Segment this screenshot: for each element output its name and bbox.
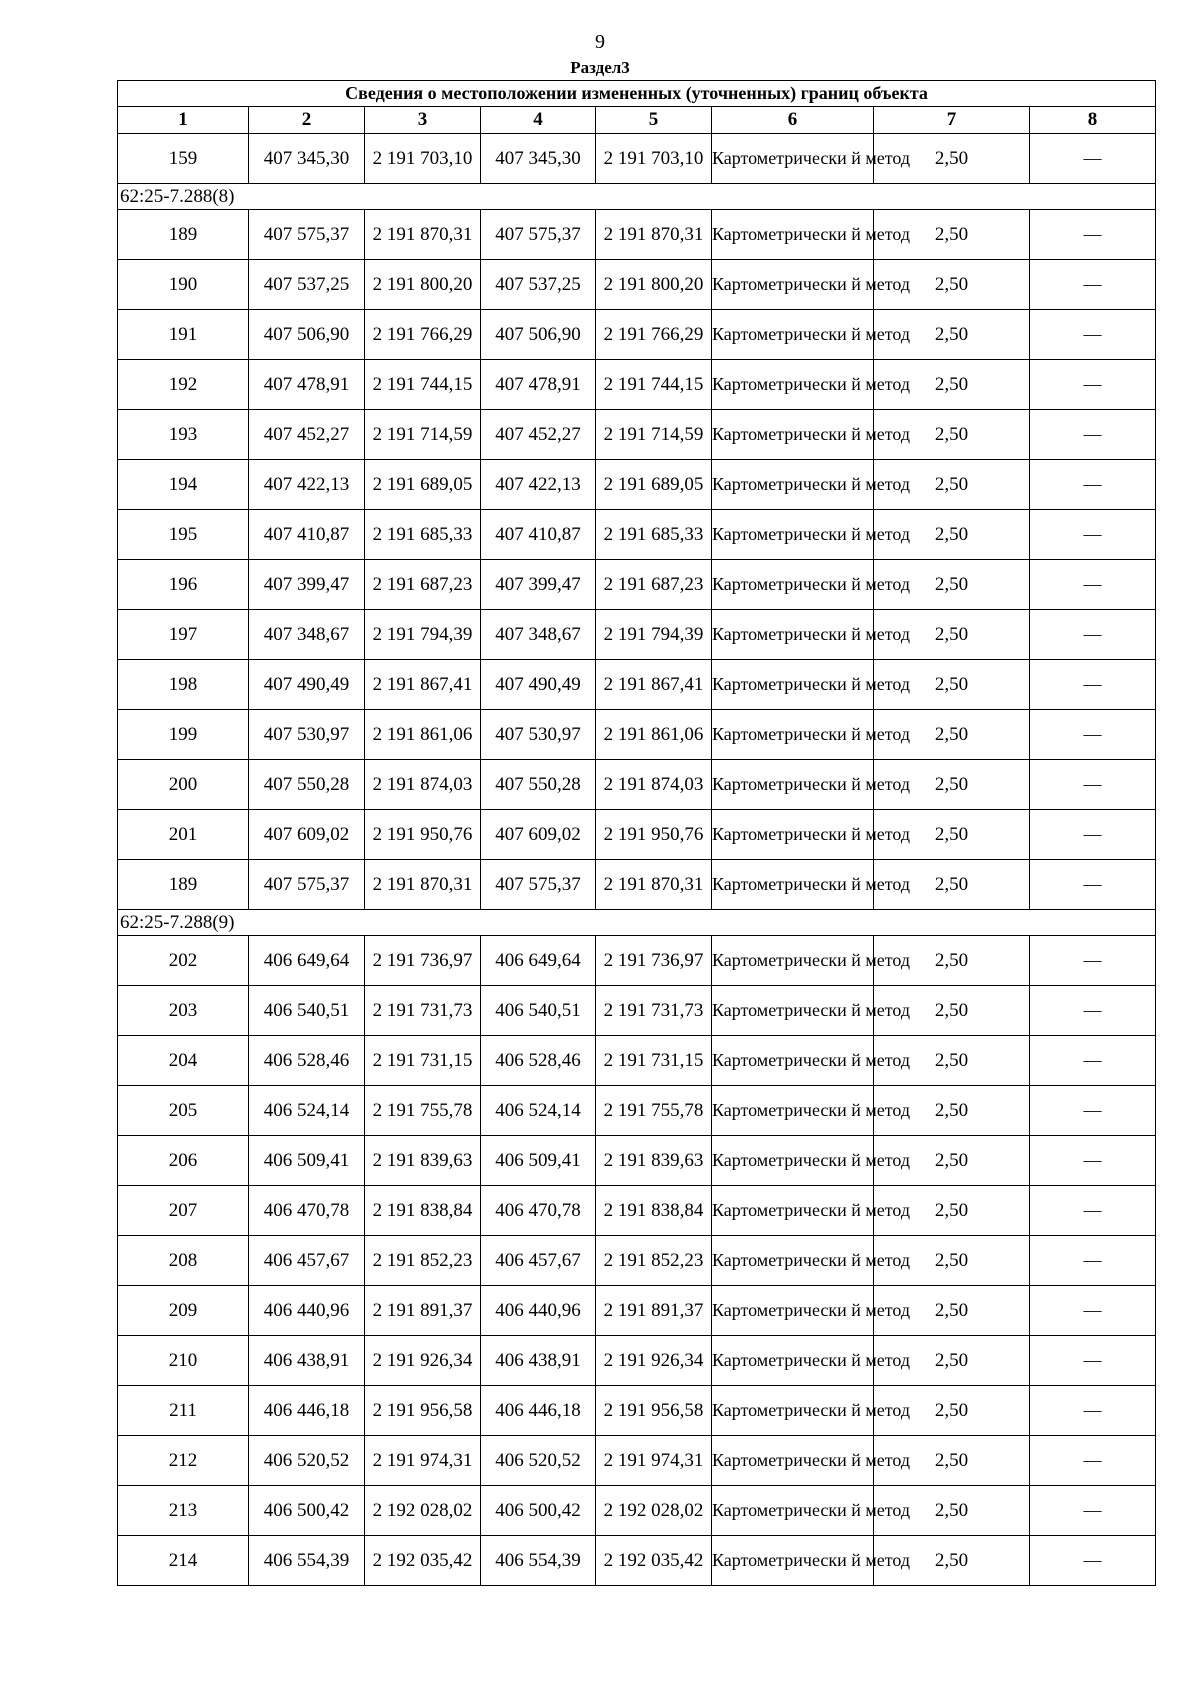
table-row [118,936,1156,986]
accuracy-cell: 2,50 [874,460,1030,510]
existing-y-cell: 2 191 891,37 [365,1286,481,1336]
column-number: 5 [596,107,712,134]
existing-y-cell: 2 191 744,15 [365,360,481,410]
accuracy-cell: 2,50 [874,210,1030,260]
point-number-cell: 214 [118,1536,249,1586]
refined-x-cell: 407 530,97 [481,710,596,760]
description-cell: — [1030,210,1156,260]
method-cell: Картометрически й метод [712,710,874,760]
refined-y-cell: 2 191 766,29 [596,310,712,360]
point-number-cell: 204 [118,1036,249,1086]
point-number-cell: 200 [118,760,249,810]
accuracy-cell: 2,50 [874,1386,1030,1436]
table-row [118,1286,1156,1336]
existing-y-cell: 2 191 685,33 [365,510,481,560]
accuracy-cell: 2,50 [874,1336,1030,1386]
description-cell: — [1030,1186,1156,1236]
point-number-cell: 213 [118,1486,249,1536]
point-number-cell: 198 [118,660,249,710]
table-row [118,260,1156,310]
existing-y-cell: 2 191 714,59 [365,410,481,460]
description-cell: — [1030,936,1156,986]
refined-x-cell: 406 524,14 [481,1086,596,1136]
column-number: 2 [249,107,365,134]
contour-group-row [118,910,1156,936]
accuracy-cell: 2,50 [874,360,1030,410]
refined-y-cell: 2 191 703,10 [596,134,712,184]
point-number-cell: 206 [118,1136,249,1186]
refined-x-cell: 406 649,64 [481,936,596,986]
point-number-cell: 193 [118,410,249,460]
existing-x-cell: 407 575,37 [249,860,365,910]
page-number: 9 [595,31,605,53]
refined-y-cell: 2 191 731,15 [596,1036,712,1086]
description-cell: — [1030,610,1156,660]
point-number-cell: 212 [118,1436,249,1486]
boundary-coordinates-table [117,80,1156,1586]
description-cell: — [1030,1286,1156,1336]
refined-x-cell: 407 452,27 [481,410,596,460]
existing-x-cell: 407 530,97 [249,710,365,760]
description-cell: — [1030,1086,1156,1136]
existing-x-cell: 407 490,49 [249,660,365,710]
method-cell: Картометрически й метод [712,1336,874,1386]
method-cell: Картометрически й метод [712,660,874,710]
refined-y-cell: 2 191 714,59 [596,410,712,460]
table-row [118,610,1156,660]
method-cell: Картометрически й метод [712,1436,874,1486]
point-number-cell: 189 [118,210,249,260]
method-cell: Картометрически й метод [712,1486,874,1536]
refined-y-cell: 2 191 891,37 [596,1286,712,1336]
existing-x-cell: 407 550,28 [249,760,365,810]
refined-y-cell: 2 191 870,31 [596,210,712,260]
existing-x-cell: 407 609,02 [249,810,365,860]
table-row [118,1086,1156,1136]
refined-y-cell: 2 191 685,33 [596,510,712,560]
accuracy-cell: 2,50 [874,1536,1030,1586]
existing-y-cell: 2 191 839,63 [365,1136,481,1186]
description-cell: — [1030,660,1156,710]
existing-x-cell: 407 348,67 [249,610,365,660]
method-cell: Картометрически й метод [712,810,874,860]
refined-x-cell: 406 500,42 [481,1486,596,1536]
point-number-cell: 191 [118,310,249,360]
refined-x-cell: 407 422,13 [481,460,596,510]
table-row [118,134,1156,184]
point-number-cell: 210 [118,1336,249,1386]
existing-x-cell: 407 575,37 [249,210,365,260]
method-cell: Картометрически й метод [712,986,874,1036]
description-cell: — [1030,760,1156,810]
existing-x-cell: 406 438,91 [249,1336,365,1386]
existing-x-cell: 407 478,91 [249,360,365,410]
table-row [118,860,1156,910]
method-cell: Картометрически й метод [712,1036,874,1086]
point-number-cell: 211 [118,1386,249,1436]
existing-x-cell: 406 440,96 [249,1286,365,1336]
existing-x-cell: 406 540,51 [249,986,365,1036]
existing-y-cell: 2 191 870,31 [365,860,481,910]
accuracy-cell: 2,50 [874,1136,1030,1186]
section-title: Раздел3 [570,58,630,77]
column-number: 1 [118,107,249,134]
description-cell: — [1030,460,1156,510]
refined-y-cell: 2 191 736,97 [596,936,712,986]
existing-x-cell: 406 649,64 [249,936,365,986]
point-number-cell: 205 [118,1086,249,1136]
accuracy-cell: 2,50 [874,560,1030,610]
existing-x-cell: 406 524,14 [249,1086,365,1136]
method-cell: Картометрически й метод [712,860,874,910]
description-cell: — [1030,360,1156,410]
description-cell: — [1030,986,1156,1036]
refined-x-cell: 406 528,46 [481,1036,596,1086]
method-cell: Картометрически й метод [712,560,874,610]
refined-x-cell: 407 345,30 [481,134,596,184]
refined-x-cell: 407 348,67 [481,610,596,660]
description-cell: — [1030,710,1156,760]
point-number-cell: 207 [118,1186,249,1236]
refined-x-cell: 407 478,91 [481,360,596,410]
existing-y-cell: 2 191 867,41 [365,660,481,710]
description-cell: — [1030,560,1156,610]
accuracy-cell: 2,50 [874,936,1030,986]
method-cell: Картометрически й метод [712,1236,874,1286]
contour-label: 62:25-7.288(8) [118,184,1156,210]
description-cell: — [1030,310,1156,360]
existing-x-cell: 407 506,90 [249,310,365,360]
description-cell: — [1030,1336,1156,1386]
refined-y-cell: 2 191 794,39 [596,610,712,660]
accuracy-cell: 2,50 [874,134,1030,184]
existing-y-cell: 2 191 950,76 [365,810,481,860]
method-cell: Картометрически й метод [712,310,874,360]
existing-y-cell: 2 191 755,78 [365,1086,481,1136]
table-row [118,1436,1156,1486]
refined-y-cell: 2 191 956,58 [596,1386,712,1436]
point-number-cell: 197 [118,610,249,660]
refined-y-cell: 2 191 731,73 [596,986,712,1036]
accuracy-cell: 2,50 [874,1036,1030,1086]
refined-y-cell: 2 191 687,23 [596,560,712,610]
existing-y-cell: 2 192 028,02 [365,1486,481,1536]
method-cell: Картометрически й метод [712,936,874,986]
refined-y-cell: 2 191 800,20 [596,260,712,310]
method-cell: Картометрически й метод [712,360,874,410]
existing-y-cell: 2 191 731,15 [365,1036,481,1086]
refined-y-cell: 2 191 874,03 [596,760,712,810]
table-row [118,1136,1156,1186]
accuracy-cell: 2,50 [874,1086,1030,1136]
refined-y-cell: 2 191 838,84 [596,1186,712,1236]
existing-y-cell: 2 191 736,97 [365,936,481,986]
refined-x-cell: 407 550,28 [481,760,596,810]
table-row [118,1336,1156,1386]
description-cell: — [1030,860,1156,910]
column-number-row [118,107,1156,134]
existing-x-cell: 406 509,41 [249,1136,365,1186]
point-number-cell: 192 [118,360,249,410]
method-cell: Картометрически й метод [712,1186,874,1236]
description-cell: — [1030,510,1156,560]
table-caption: Сведения о местоположении измененных (уточненных) границ объекта [118,81,1156,107]
refined-y-cell: 2 191 755,78 [596,1086,712,1136]
existing-y-cell: 2 191 731,73 [365,986,481,1036]
point-number-cell: 203 [118,986,249,1036]
method-cell: Картометрически й метод [712,1136,874,1186]
table-row [118,1236,1156,1286]
refined-y-cell: 2 191 974,31 [596,1436,712,1486]
accuracy-cell: 2,50 [874,310,1030,360]
refined-x-cell: 407 506,90 [481,310,596,360]
refined-x-cell: 406 554,39 [481,1536,596,1586]
column-number: 3 [365,107,481,134]
accuracy-cell: 2,50 [874,810,1030,860]
accuracy-cell: 2,50 [874,410,1030,460]
column-number: 8 [1030,107,1156,134]
refined-x-cell: 406 446,18 [481,1386,596,1436]
refined-x-cell: 407 410,87 [481,510,596,560]
existing-x-cell: 406 446,18 [249,1386,365,1436]
accuracy-cell: 2,50 [874,610,1030,660]
point-number-cell: 202 [118,936,249,986]
table-row [118,310,1156,360]
table-row [118,760,1156,810]
point-number-cell: 190 [118,260,249,310]
existing-y-cell: 2 191 800,20 [365,260,481,310]
existing-x-cell: 406 520,52 [249,1436,365,1486]
accuracy-cell: 2,50 [874,710,1030,760]
point-number-cell: 199 [118,710,249,760]
table-row [118,560,1156,610]
point-number-cell: 194 [118,460,249,510]
table-row [118,1386,1156,1436]
method-cell: Картометрически й метод [712,610,874,660]
table-row [118,710,1156,760]
existing-y-cell: 2 191 874,03 [365,760,481,810]
existing-x-cell: 406 500,42 [249,1486,365,1536]
table-body [118,134,1156,1586]
column-number: 7 [874,107,1030,134]
table-row [118,1486,1156,1536]
table-row [118,410,1156,460]
table-row [118,1186,1156,1236]
refined-y-cell: 2 191 926,34 [596,1336,712,1386]
existing-x-cell: 406 457,67 [249,1236,365,1286]
existing-x-cell: 407 345,30 [249,134,365,184]
refined-y-cell: 2 192 028,02 [596,1486,712,1536]
accuracy-cell: 2,50 [874,260,1030,310]
existing-x-cell: 406 554,39 [249,1536,365,1586]
accuracy-cell: 2,50 [874,1486,1030,1536]
contour-group-row [118,184,1156,210]
point-number-cell: 189 [118,860,249,910]
existing-y-cell: 2 191 852,23 [365,1236,481,1286]
method-cell: Картометрически й метод [712,460,874,510]
refined-y-cell: 2 191 950,76 [596,810,712,860]
refined-x-cell: 406 520,52 [481,1436,596,1486]
method-cell: Картометрически й метод [712,760,874,810]
description-cell: — [1030,810,1156,860]
existing-y-cell: 2 191 687,23 [365,560,481,610]
description-cell: — [1030,1236,1156,1286]
accuracy-cell: 2,50 [874,1436,1030,1486]
method-cell: Картометрически й метод [712,210,874,260]
column-number: 4 [481,107,596,134]
method-cell: Картометрически й метод [712,410,874,460]
table-row [118,360,1156,410]
refined-x-cell: 407 537,25 [481,260,596,310]
existing-y-cell: 2 191 956,58 [365,1386,481,1436]
existing-x-cell: 407 399,47 [249,560,365,610]
table-row [118,460,1156,510]
existing-y-cell: 2 191 703,10 [365,134,481,184]
refined-x-cell: 407 609,02 [481,810,596,860]
description-cell: — [1030,134,1156,184]
description-cell: — [1030,1386,1156,1436]
refined-x-cell: 406 540,51 [481,986,596,1036]
method-cell: Картометрически й метод [712,1086,874,1136]
description-cell: — [1030,1136,1156,1186]
description-cell: — [1030,1436,1156,1486]
accuracy-cell: 2,50 [874,660,1030,710]
accuracy-cell: 2,50 [874,1236,1030,1286]
refined-x-cell: 406 438,91 [481,1336,596,1386]
description-cell: — [1030,1486,1156,1536]
refined-x-cell: 407 490,49 [481,660,596,710]
existing-x-cell: 407 537,25 [249,260,365,310]
existing-x-cell: 407 410,87 [249,510,365,560]
table-row [118,210,1156,260]
refined-x-cell: 407 575,37 [481,860,596,910]
existing-x-cell: 406 470,78 [249,1186,365,1236]
point-number-cell: 195 [118,510,249,560]
description-cell: — [1030,1036,1156,1086]
accuracy-cell: 2,50 [874,510,1030,560]
existing-y-cell: 2 191 870,31 [365,210,481,260]
refined-y-cell: 2 191 689,05 [596,460,712,510]
point-number-cell: 201 [118,810,249,860]
description-cell: — [1030,1536,1156,1586]
refined-y-cell: 2 192 035,42 [596,1536,712,1586]
table-row [118,1036,1156,1086]
method-cell: Картометрически й метод [712,134,874,184]
refined-y-cell: 2 191 744,15 [596,360,712,410]
point-number-cell: 196 [118,560,249,610]
existing-y-cell: 2 191 766,29 [365,310,481,360]
existing-y-cell: 2 191 926,34 [365,1336,481,1386]
existing-y-cell: 2 191 861,06 [365,710,481,760]
existing-y-cell: 2 191 794,39 [365,610,481,660]
table-row [118,810,1156,860]
existing-x-cell: 407 422,13 [249,460,365,510]
refined-y-cell: 2 191 839,63 [596,1136,712,1186]
accuracy-cell: 2,50 [874,860,1030,910]
accuracy-cell: 2,50 [874,986,1030,1036]
refined-y-cell: 2 191 852,23 [596,1236,712,1286]
table-row [118,986,1156,1036]
refined-y-cell: 2 191 867,41 [596,660,712,710]
table-row [118,660,1156,710]
method-cell: Картометрически й метод [712,260,874,310]
point-number-cell: 159 [118,134,249,184]
accuracy-cell: 2,50 [874,1186,1030,1236]
accuracy-cell: 2,50 [874,1286,1030,1336]
existing-x-cell: 406 528,46 [249,1036,365,1086]
existing-y-cell: 2 192 035,42 [365,1536,481,1586]
refined-x-cell: 407 399,47 [481,560,596,610]
table-row [118,510,1156,560]
refined-x-cell: 407 575,37 [481,210,596,260]
method-cell: Картометрически й метод [712,1386,874,1436]
method-cell: Картометрически й метод [712,1536,874,1586]
accuracy-cell: 2,50 [874,760,1030,810]
method-cell: Картометрически й метод [712,510,874,560]
column-number: 6 [712,107,874,134]
table-row [118,1536,1156,1586]
method-cell: Картометрически й метод [712,1286,874,1336]
contour-label: 62:25-7.288(9) [118,910,1156,936]
refined-x-cell: 406 470,78 [481,1186,596,1236]
existing-x-cell: 407 452,27 [249,410,365,460]
point-number-cell: 208 [118,1236,249,1286]
refined-y-cell: 2 191 861,06 [596,710,712,760]
existing-y-cell: 2 191 974,31 [365,1436,481,1486]
refined-x-cell: 406 457,67 [481,1236,596,1286]
existing-y-cell: 2 191 689,05 [365,460,481,510]
refined-x-cell: 406 440,96 [481,1286,596,1336]
description-cell: — [1030,260,1156,310]
description-cell: — [1030,410,1156,460]
refined-y-cell: 2 191 870,31 [596,860,712,910]
point-number-cell: 209 [118,1286,249,1336]
existing-y-cell: 2 191 838,84 [365,1186,481,1236]
refined-x-cell: 406 509,41 [481,1136,596,1186]
